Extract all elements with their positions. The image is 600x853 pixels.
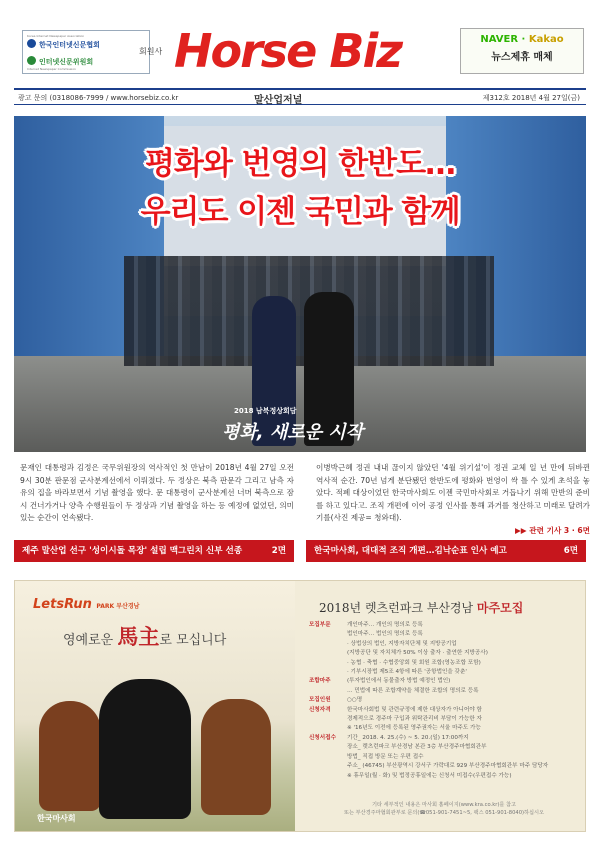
- related-articles-link[interactable]: ▶▶ 관련 기사 3 · 6면: [514, 525, 590, 535]
- paper-name: 말산업저널: [254, 95, 303, 106]
- headline-line-2: 우리도 이젠 국민과 함께: [140, 194, 460, 230]
- ad-detail-row: [309, 696, 579, 705]
- media-partner-label: 뉴스제휴 매체: [491, 52, 553, 63]
- ad-detail-key: [309, 668, 347, 677]
- ad-detail-row: [309, 762, 579, 771]
- kakao-label: Kakao: [528, 34, 564, 45]
- slogan-pre: 영예로운: [63, 633, 114, 648]
- news-bar-2[interactable]: [306, 540, 586, 562]
- news-bar-1-page: 2면: [271, 546, 286, 556]
- ad-footer-2: 또는 부산경주마협회관부로 문의(☎051-901-7451~5, 팩스 051-901-8040)하십시오: [343, 810, 545, 816]
- ad-detail-value: … 민법에 따른 조합계약을 체결한 조합의 명의로 등록: [347, 687, 479, 694]
- article-column-2: 이병박근혜 정권 내내 끊이지 않았던 '4월 위기설'이 정권 교체 일 년 만에 뒤바뀐 역사적 순간. 70년 넘게 분단됐던 한반도에 평화와 번영이 싹 틀 수 있게 초석을 놓았다. 적폐 대상이었던 한국마사회도 이젠 국민마사회로 거듭나기 위해 만반의 준비를 하고 있다고. 조직 개편에 이어 공정 인사를 통해 과거를 청산하고 미래로 달려가기를(사진 제공= 청와대).: [316, 463, 590, 523]
- ad-detail-key: [309, 743, 347, 752]
- ad-footer: [313, 801, 575, 817]
- ad-detail-value: 주소_ (46745) 부산광역시 강서구 가락대로 929 부산경주마협회관부 마주 담당자: [347, 763, 549, 770]
- masthead: [14, 22, 586, 84]
- assoc-logo-icon: [27, 39, 36, 48]
- assoc-small-text-2: Internet Newspaper Commission: [27, 67, 76, 71]
- ad-detail-value: (지방공단 및 자치체가 50% 이상 출자 · 출연한 지방공사): [347, 650, 488, 657]
- ad-detail-key: 모집인원: [309, 697, 331, 704]
- ad-detail-key: [309, 772, 347, 781]
- ad-detail-row: [309, 687, 579, 696]
- ad-detail-row: [309, 659, 579, 668]
- ad-detail-value: 장소_ 렛츠런파크 부산경남 본관 3층 부산경주마협회관부: [347, 744, 487, 751]
- news-bar-1[interactable]: [14, 540, 294, 562]
- member-label: 회원사: [139, 47, 163, 56]
- slogan-post: 로 모십니다: [159, 633, 227, 648]
- ad-detail-key: 모집부문: [309, 622, 331, 628]
- ad-detail-value: 기간_ 2018. 4. 25.(수) ~ 5. 20.(일) 17:00까지: [347, 734, 469, 741]
- ad-detail-key: [309, 753, 347, 762]
- slogan-big: 馬主: [117, 624, 160, 649]
- ad-detail-row: [309, 621, 579, 630]
- ad-detail-row: [309, 715, 579, 724]
- ad-detail-row: [309, 668, 579, 677]
- naver-label: NAVER: [480, 34, 519, 45]
- association-badge: [22, 30, 150, 74]
- ad-detail-value: 개인마주… 개인의 명의로 등록: [347, 622, 423, 628]
- letsrun-logo: [33, 597, 139, 612]
- ad-detail-key: [309, 715, 347, 724]
- article-column-1: 문재인 대통령과 김정은 국무위원장의 역사적인 첫 만남이 2018년 4월 27일 오전 9시 30분 판문점 군사분계선에서 이뤄졌다. 두 정상은 북측 판문각 그리고 남측 자유의 집을 바라보면서 기념 촬영을 했다. 문 대통령이 군사분계선 너머 북측으로 잠시 건너가거나 양측 수행원들이 두 정상과 기념 촬영을 하는 등 예정에 없었던, 의미 있는 순간이 연속됐다.: [20, 463, 294, 523]
- ad-detail-value: 한국마사회법 및 관련규정에 제한 대상자가 아니어야 함: [347, 706, 482, 713]
- kra-logo: 한국마사회: [37, 814, 76, 823]
- ad-detail-key: [309, 762, 347, 771]
- ad-detail-row: [309, 630, 579, 639]
- ad-detail-value: (투자법인에서 동물출자 방법 예정인 법인): [347, 678, 451, 685]
- brand-park: PARK 부산경남: [96, 603, 140, 610]
- ad-detail-key: [309, 659, 347, 668]
- commission-logo-icon: [27, 56, 36, 65]
- ad-detail-value: · 상법상의 법인, 지방자치단체 및 지방공기업: [347, 640, 457, 647]
- ad-detail-value: ○○명: [347, 697, 363, 704]
- lead-article: [14, 462, 590, 535]
- horse-black-center: [99, 679, 191, 819]
- ad-detail-key: [309, 649, 347, 658]
- owner-recruitment-ad: [14, 580, 586, 832]
- ad-detail-row: [309, 706, 579, 715]
- newspaper-logo: Horse Biz: [174, 24, 401, 78]
- ad-detail-key: 신청서접수: [309, 734, 337, 741]
- ad-detail-row: [309, 640, 579, 649]
- ad-photo-panel: [15, 581, 295, 832]
- ad-detail-row: [309, 753, 579, 762]
- assoc-name-2: 인터넷신문위원회: [39, 58, 94, 66]
- ad-detail-value: ※ 휴무일(월 · 화) 및 법정공휴일에는 신청서 미접수(우편접수 가능): [347, 772, 512, 779]
- ad-detail-value: ※ '16년도 이전에 등록된 영주권자는 서울 마주도 가능: [347, 725, 481, 732]
- ad-footer-1: 기타 세부적인 내용은 마사회 홈페이지(www.kra.co.kr)를 참고: [371, 802, 517, 808]
- ad-detail-key: 신청자격: [309, 706, 331, 713]
- summit-caption: 2018 남북정상회담: [234, 407, 297, 415]
- news-bar-2-page: 6면: [563, 546, 578, 556]
- ad-details: [309, 621, 579, 781]
- ad-detail-value: · 기부시장법 제5조 4항에 따른 '공항법인을 갖춘': [347, 669, 467, 676]
- ad-title-highlight: 마주모집: [476, 601, 524, 615]
- ad-detail-row: [309, 734, 579, 743]
- issue-date: 제312호 2018년 4월 27일(금): [482, 94, 580, 102]
- ad-detail-key: [309, 630, 347, 639]
- brand-run: Run: [64, 597, 92, 612]
- assoc-small-text: Korea Internet Newspaper Association: [27, 34, 85, 38]
- article-column-2-wrap: [316, 462, 590, 538]
- ad-detail-key: 조합마주: [309, 678, 331, 685]
- ad-detail-row: [309, 724, 579, 733]
- summit-slogan: 평화, 새로운 시작: [222, 422, 364, 443]
- ad-slogan: [63, 621, 226, 651]
- media-partner-badge: NAVER · Kakao 뉴스제휴 매체: [460, 28, 584, 74]
- ad-title: [319, 599, 523, 616]
- ad-detail-row: [309, 772, 579, 781]
- ad-detail-row: [309, 743, 579, 752]
- hero-photo: [14, 116, 586, 452]
- ad-detail-key: [309, 724, 347, 733]
- ad-title-pre: 2018년 렛츠런파크 부산경남: [319, 601, 474, 615]
- ad-detail-key: [309, 687, 347, 696]
- news-bar-1-text: 제주 말산업 선구 '성이시돌 목장' 설립 맥그린치 신부 선종: [22, 546, 243, 556]
- ad-detail-value: 방법_ 직접 방문 또는 우편 접수: [347, 753, 424, 760]
- ad-detail-value: 법인마주… 법인의 명의로 등록: [347, 631, 423, 638]
- news-bar-2-text: 한국마사회, 대대적 조직 개편…김낙순표 인사 예고: [314, 546, 507, 556]
- assoc-name-1: 한국인터넷신문협회: [39, 41, 100, 49]
- ad-detail-row: [309, 677, 579, 686]
- brand-lets: Lets: [33, 597, 65, 612]
- horse-brown-left: [39, 701, 101, 811]
- ad-info-panel: [299, 581, 585, 832]
- headline-line-1: 평화와 번영의 한반도…: [144, 146, 456, 182]
- horse-brown-right: [201, 699, 271, 815]
- info-bar: [14, 88, 586, 105]
- ad-detail-row: [309, 649, 579, 658]
- ad-detail-key: [309, 640, 347, 649]
- ad-contact: 광고 문의 (0318086-7999 / www.horsebiz.co.kr: [18, 94, 179, 102]
- ad-detail-value: 경제적으로 경주마 구입과 위탁관리비 부담이 가능한 자: [347, 716, 482, 723]
- ad-detail-value: · 농협 · 축협 · 수협중앙회 및 회원 조합(영농조합 포함): [347, 659, 481, 666]
